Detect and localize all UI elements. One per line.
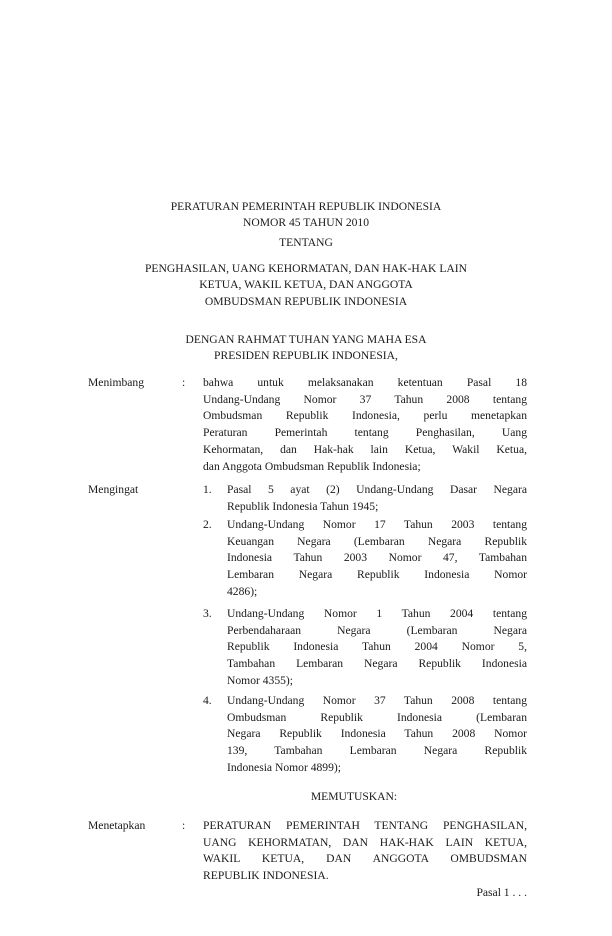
text-line: PERATURAN PEMERINTAH TENTANG PENGHASILAN, — [203, 819, 527, 832]
text-line: Indonesia Nomor 4899); — [227, 760, 341, 774]
text-line: Pasal 5 ayat (2) Undang-Undang Dasar Negara — [227, 483, 527, 496]
text-line: Indonesia Tahun 2003 Nomor 47, Tambahan — [227, 551, 527, 565]
colon: : — [182, 819, 186, 832]
text-line: Negara Republik Indonesia Tahun 2008 Nomor — [227, 727, 527, 741]
text-line: bahwa untuk melaksanakan ketentuan Pasal 18 — [203, 376, 527, 389]
text-line: Kehormatan, dan Hak-hak lain Ketua, Wakil Ketua, — [203, 442, 527, 456]
text-line: REPUBLIK INDONESIA. — [203, 869, 329, 883]
text-line: Tambahan Lembaran Negara Republik Indonesia — [227, 657, 527, 671]
preamble — [0, 332, 612, 365]
subject-line: KETUA, WAKIL KETUA, DAN ANGGOTA — [199, 278, 413, 292]
title-line: PERATURAN PEMERINTAH REPUBLIK INDONESIA — [170, 200, 442, 213]
text-line: Republik Indonesia Tahun 1945; — [227, 499, 379, 513]
text-line: Undang-Undang Nomor 37 Tahun 2008 tentang — [203, 392, 527, 406]
subject-line: OMBUDSMAN REPUBLIK INDONESIA — [204, 294, 408, 308]
text-line: Undang-Undang Nomor 17 Tahun 2003 tentang — [227, 518, 527, 531]
item-number: 1. — [203, 483, 212, 496]
next-page-marker: Pasal 1 . . . — [476, 886, 527, 899]
mengingat-item — [227, 517, 527, 601]
text-line: Lembaran Negara Republik Indonesia Nomor — [227, 568, 527, 582]
text-line: Ombudsman Republik Indonesia, perlu menetapkan — [203, 409, 527, 423]
item-number: 2. — [203, 518, 212, 531]
text-line: dan Anggota Ombudsman Republik Indonesia; — [203, 459, 421, 473]
document-title — [0, 199, 612, 232]
tentang-heading: TENTANG — [279, 236, 333, 249]
text-line: Keuangan Negara (Lembaran Negara Republik — [227, 534, 527, 548]
menimbang-label: Menimbang — [88, 376, 145, 389]
text-line: 4286); — [227, 584, 258, 598]
colon: : — [182, 376, 186, 389]
item-number: 4. — [203, 694, 212, 707]
preamble-line: PRESIDEN REPUBLIK INDONESIA, — [214, 349, 398, 363]
text-line: 139, Tambahan Lembaran Negara Republik — [227, 744, 527, 758]
menimbang-text — [203, 375, 527, 475]
mengingat-label: Mengingat — [88, 483, 139, 496]
text-line: Perbendaharaan Negara (Lembaran Negara — [227, 623, 527, 637]
menetapkan-text — [203, 818, 527, 885]
text-line: Undang-Undang Nomor 1 Tahun 2004 tentang — [227, 607, 527, 620]
subject — [0, 261, 612, 310]
item-number: 3. — [203, 607, 212, 620]
text-line: Undang-Undang Nomor 37 Tahun 2008 tentang — [227, 694, 527, 707]
subject-line: PENGHASILAN, UANG KEHORMATAN, DAN HAK-HAK LAIN — [144, 262, 468, 275]
text-line: Peraturan Pemerintah tentang Penghasilan, Uang — [203, 426, 527, 440]
mengingat-item — [227, 482, 527, 515]
text-line: UANG KEHORMATAN, DAN HAK-HAK LAIN KETUA, — [203, 835, 527, 849]
preamble-line: DENGAN RAHMAT TUHAN YANG MAHA ESA — [185, 333, 427, 346]
title-number: NOMOR 45 TAHUN 2010 — [242, 216, 370, 230]
menetapkan-label: Menetapkan — [88, 819, 146, 832]
text-line: Republik Indonesia Tahun 2004 Nomor 5, — [227, 640, 527, 654]
mengingat-item — [227, 693, 527, 777]
text-line: Nomor 4355); — [227, 673, 294, 687]
mengingat-item — [227, 606, 527, 690]
text-line: Ombudsman Republik Indonesia (Lembaran — [227, 710, 527, 724]
text-line: WAKIL KETUA, DAN ANGGOTA OMBUDSMAN — [203, 852, 527, 866]
memutuskan-heading: MEMUTUSKAN: — [310, 790, 398, 803]
